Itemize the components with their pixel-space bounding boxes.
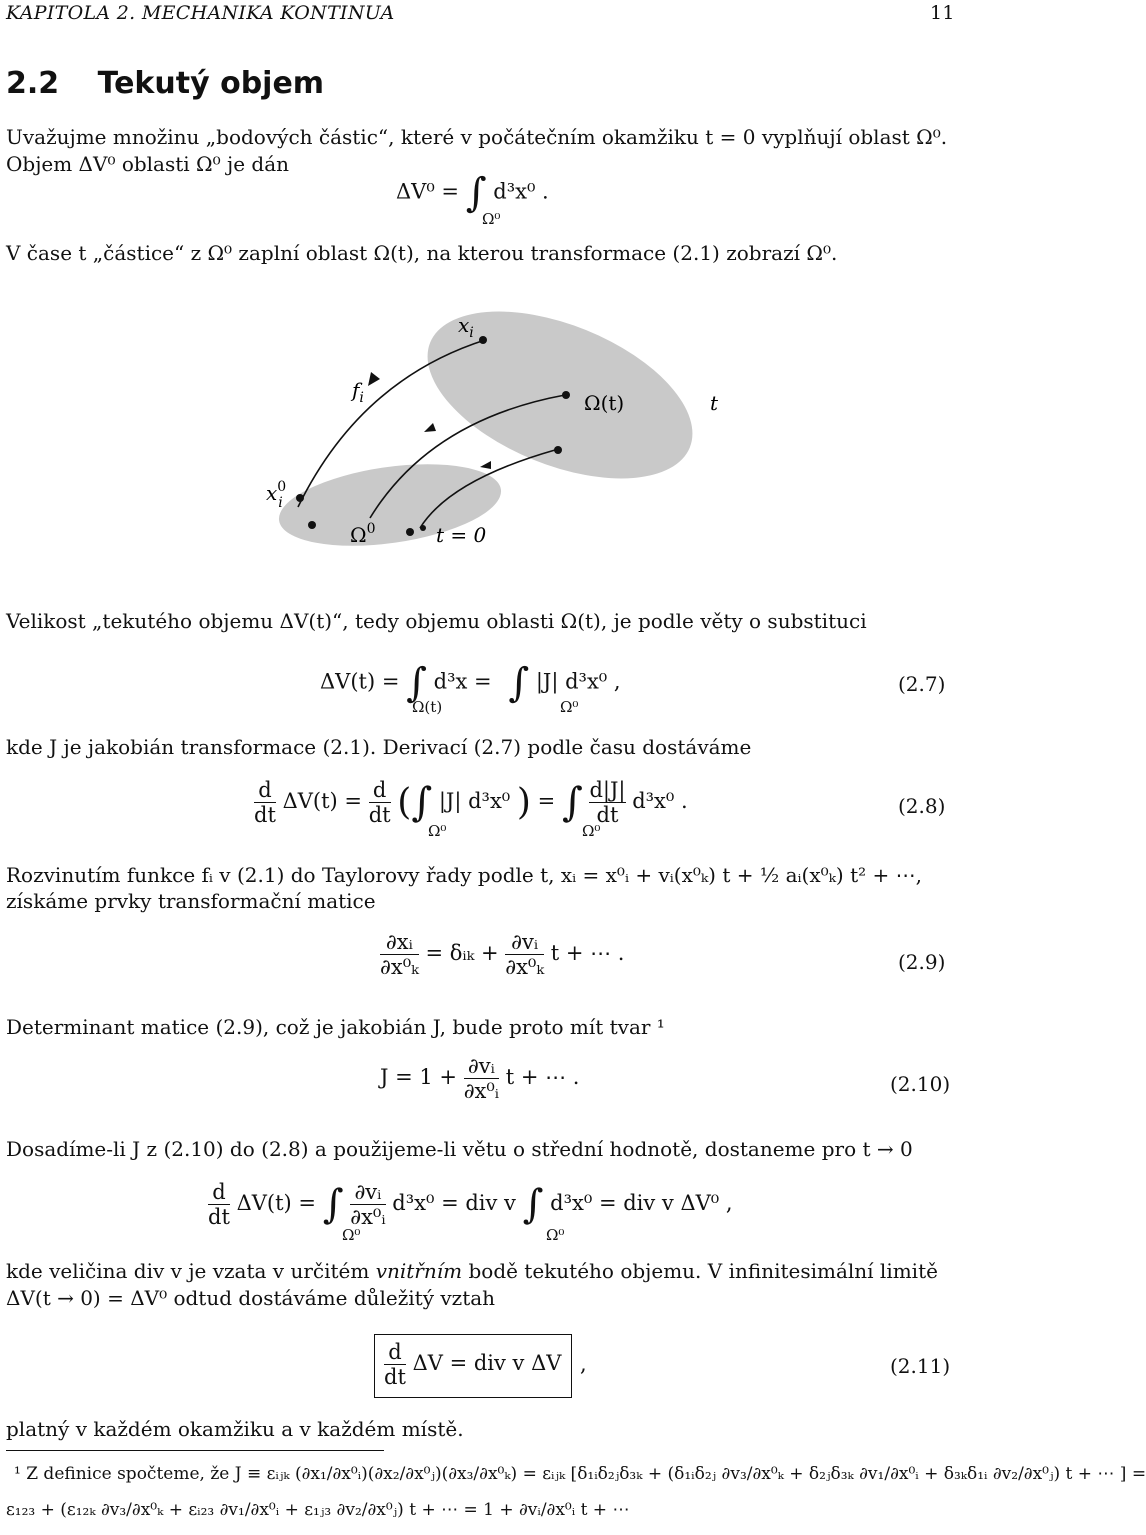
equation-2-8: $\frac{d}{dt}$ ΔV(t) = $\frac{d}{dt}$ (∫ |J| d³x⁰ ) = ∫ $\frac{d|J|}{dt}$ d³x⁰ . bbox=[254, 778, 688, 828]
integral-sign: ∫ bbox=[406, 660, 427, 706]
point-omega-0 bbox=[308, 521, 316, 529]
paragraph-5-line-1: Rozvinutím funkce fᵢ v (2.1) do Taylorovy řady podle t, xᵢ = x⁰ᵢ + vᵢ(x⁰ₖ) t + ½ aᵢ(x⁰ₖ) t² + ⋯, bbox=[6, 863, 922, 887]
paragraph-8-line-1 bbox=[6, 1258, 938, 1284]
integral-sign: ∫ bbox=[465, 170, 487, 216]
equation-2-11 bbox=[384, 1340, 561, 1389]
section-number: 2.2 bbox=[6, 66, 60, 101]
label-t: t bbox=[710, 391, 719, 415]
point-x0i bbox=[296, 494, 304, 502]
frac-dxi-dx0k: $\frac{\text{∂xᵢ}}{\text{∂x⁰ₖ}}$ bbox=[380, 930, 419, 980]
footnote-line-2: ε₁₂₃ + (ε₁₂ₖ ∂v₃/∂x⁰ₖ + εᵢ₂₃ ∂v₁/∂x⁰ᵢ + ε₁ⱼ₃ ∂v₂/∂x⁰ⱼ) t + ⋯ = 1 + ∂vᵢ/∂x⁰ᵢ t + ⋯ bbox=[6, 1500, 630, 1520]
frac-d-dt-3: $\frac{d}{dt}$ bbox=[208, 1180, 230, 1230]
eq-mean-lhs: ΔV(t) = bbox=[236, 1191, 317, 1216]
point-omega-t-2 bbox=[554, 446, 562, 454]
eq-2-7-domain-2: Ω⁰ bbox=[560, 698, 579, 716]
point-omega-0-2 bbox=[406, 528, 414, 536]
label-t0: t = 0 bbox=[436, 523, 487, 547]
arrow-head-1 bbox=[368, 372, 380, 386]
integral-sign: ∫ bbox=[411, 779, 433, 826]
eq-mean-tail: d³x⁰ = div v ΔV⁰ , bbox=[550, 1191, 733, 1216]
paragraph-8-part-a: kde veličina div v je vzata v určitém bbox=[6, 1259, 370, 1283]
eq-volume0-domain: Ω⁰ bbox=[482, 210, 501, 228]
eq-2-11-body: ΔV = div v ΔV bbox=[412, 1351, 562, 1376]
label-omega-t: Ω(t) bbox=[584, 391, 625, 415]
eq-2-7-lhs: ΔV(t) = bbox=[320, 669, 400, 694]
paragraph-6: Determinant matice (2.9), což je jakobián J, bude proto mít tvar ¹ bbox=[6, 1015, 665, 1039]
paragraph-1-line-1: Uvažujme množinu „bodových částic“, které v počátečním okamžiku t = 0 vyplňují oblast Ω⁰. bbox=[6, 125, 948, 149]
point-omega-t bbox=[562, 391, 570, 399]
eq-2-7-int1: d³x = bbox=[433, 669, 492, 694]
eq-2-11-tail: , bbox=[580, 1352, 587, 1376]
eq-2-8-tail: d³x⁰ . bbox=[632, 789, 688, 814]
eq-2-9-eq: = δᵢₖ + bbox=[425, 941, 499, 966]
running-header: KAPITOLA 2. MECHANIKA KONTINUA bbox=[6, 2, 395, 24]
footnote-line-1: ¹ Z definice spočteme, že J ≡ εᵢⱼₖ (∂x₁/∂x⁰ᵢ)(∂x₂/∂x⁰ⱼ)(∂x₃/∂x⁰ₖ) = εᵢⱼₖ [δ₁ᵢδ₂ⱼδ₃ₖ + (δ₁ᵢδ₂ⱼ ∂v₃/∂x⁰ₖ + δ₂ⱼδ₃ₖ ∂v₁/∂x⁰ᵢ + δ₃ₖδ₁ᵢ ∂v₂/∂x⁰ⱼ) t + ⋯ ] = bbox=[14, 1464, 1146, 1484]
eq-2-8-domain-2: Ω⁰ bbox=[582, 822, 601, 840]
eq-2-8-domain-1: Ω⁰ bbox=[428, 822, 447, 840]
eq-volume0-lhs: ΔV⁰ = bbox=[396, 179, 460, 204]
frac-dvi-dx0i-2: $\frac{\text{∂vᵢ}}{\text{∂x⁰ᵢ}}$ bbox=[350, 1180, 386, 1230]
eq-2-9-label: (2.9) bbox=[898, 950, 946, 974]
paragraph-9: platný v každém okamžiku a v každém místě. bbox=[6, 1417, 464, 1441]
eq-mean-domain-2: Ω⁰ bbox=[546, 1226, 565, 1244]
label-xi: $x_i$ bbox=[458, 313, 474, 341]
eq-2-8-mid: |J| d³x⁰ bbox=[438, 789, 511, 814]
equation-2-10 bbox=[380, 1054, 579, 1103]
eq-mean-domain-1: Ω⁰ bbox=[342, 1226, 361, 1244]
eq-2-9-tail: t + ⋯ . bbox=[550, 941, 625, 966]
eq-2-8-label: (2.8) bbox=[898, 794, 946, 818]
label-x0i: $x^0$ i bbox=[266, 479, 287, 511]
paragraph-7: Dosadíme-li J z (2.10) do (2.8) a použijeme-li větu o střední hodnotě, dostaneme pro t → 0 bbox=[6, 1137, 913, 1161]
paragraph-3: Velikost „tekutého objemu ΔV(t)“, tedy objemu oblasti Ω(t), je podle věty o substituci bbox=[6, 609, 867, 633]
eq-volume0-integrand: d³x⁰ . bbox=[493, 179, 549, 204]
eq-2-7-label: (2.7) bbox=[898, 672, 946, 696]
arrow-head-2 bbox=[424, 423, 436, 432]
paragraph-5-line-2: získáme prvky transformační matice bbox=[6, 889, 376, 913]
frac-d-dt-2: $\frac{d}{dt}$ bbox=[368, 778, 391, 828]
paragraph-8-part-b: bodě tekutého objemu. V infinitesimální limitě bbox=[468, 1259, 938, 1283]
point-t-marker bbox=[420, 525, 426, 531]
footnote-rule bbox=[6, 1450, 384, 1451]
frac-dJ-dt: $\frac{d|J|}{dt}$ bbox=[589, 778, 626, 828]
eq-2-10-lhs: J = 1 + bbox=[380, 1065, 457, 1090]
integral-sign: ∫ bbox=[322, 1181, 344, 1228]
label-fi: $f_i$ bbox=[352, 378, 364, 406]
integral-sign: ∫ bbox=[508, 660, 530, 706]
frac-dvi-dx0k: $\frac{\text{∂vᵢ}}{\text{∂x⁰ₖ}}$ bbox=[505, 930, 545, 980]
paragraph-2: V čase t „částice“ z Ω⁰ zaplní oblast Ω(t), na kterou transformace (2.1) zobrazí Ω⁰. bbox=[6, 241, 838, 265]
equation-volume0 bbox=[396, 170, 549, 216]
paragraph-1-line-2: Objem ΔV⁰ oblasti Ω⁰ je dán bbox=[6, 152, 289, 176]
section-heading bbox=[6, 66, 324, 101]
frac-d-dt-4: $\frac{d}{dt}$ bbox=[384, 1340, 406, 1390]
paragraph-8-line-2: ΔV(t → 0) = ΔV⁰ odtud dostáváme důležitý vztah bbox=[6, 1286, 496, 1310]
arrow-head-3 bbox=[480, 461, 491, 469]
equation-2-9 bbox=[380, 930, 624, 979]
eq-2-10-tail: t + ⋯ . bbox=[505, 1065, 580, 1090]
frac-dvi-dx0i: $\frac{\text{∂vᵢ}}{\text{∂x⁰ᵢ}}$ bbox=[463, 1054, 500, 1104]
equation-mean-value bbox=[208, 1180, 733, 1229]
point-xi bbox=[479, 336, 487, 344]
label-omega0: $\Omega^0$ bbox=[350, 521, 376, 547]
eq-2-10-label: (2.10) bbox=[890, 1072, 951, 1096]
frac-d-dt: $\frac{d}{dt}$ bbox=[254, 778, 276, 828]
integral-sign: ∫ bbox=[561, 779, 583, 826]
paragraph-4: kde J je jakobián transformace (2.1). Derivací (2.7) podle času dostáváme bbox=[6, 735, 752, 759]
paragraph-8-emphasis: vnitřním bbox=[375, 1259, 463, 1283]
eq-2-7-int2: |J| d³x⁰ , bbox=[535, 669, 621, 694]
section-title: Tekutý objem bbox=[97, 66, 325, 101]
eq-2-11-label: (2.11) bbox=[890, 1354, 951, 1378]
eq-mean-mid: d³x⁰ = div v bbox=[392, 1191, 516, 1216]
flow-map-figure bbox=[240, 300, 720, 560]
page-number: 11 bbox=[930, 2, 955, 24]
integral-sign: ∫ bbox=[522, 1181, 544, 1228]
eq-2-7-domain-1: Ω(t) bbox=[412, 698, 443, 716]
